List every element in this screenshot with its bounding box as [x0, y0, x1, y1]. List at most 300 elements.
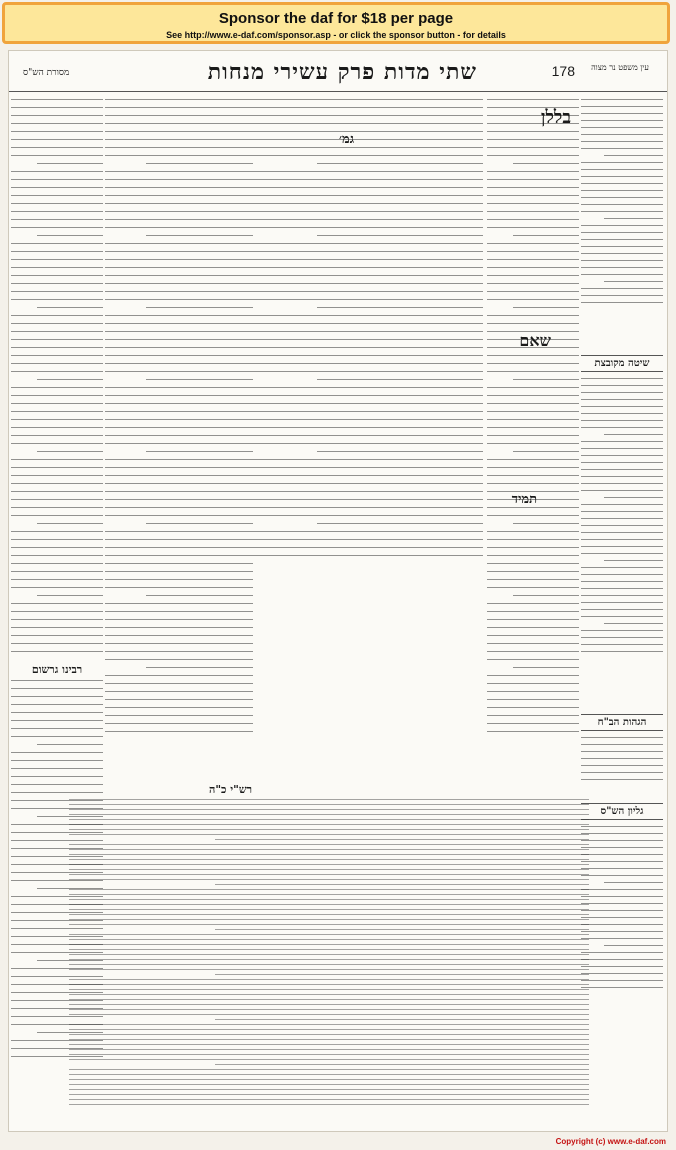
- text-line: [487, 251, 579, 252]
- text-line: [105, 531, 253, 532]
- text-line: [253, 339, 483, 340]
- text-line: [69, 989, 589, 990]
- text-line: [253, 491, 483, 492]
- text-line: [69, 914, 589, 915]
- text-line: [487, 187, 579, 188]
- text-line: [69, 889, 589, 890]
- text-line: [11, 635, 103, 636]
- text-line: [487, 315, 579, 316]
- text-line: [581, 546, 663, 547]
- text-line: [487, 387, 579, 388]
- text-line: [37, 379, 103, 380]
- text-line: [69, 924, 589, 925]
- text-line: [581, 141, 663, 142]
- text-line: [105, 443, 253, 444]
- text-line: [69, 869, 589, 870]
- text-line: [69, 849, 589, 850]
- text-line: [105, 355, 253, 356]
- text-line: [11, 539, 103, 540]
- text-line: [253, 547, 483, 548]
- text-line: [581, 917, 663, 918]
- text-line: [317, 307, 483, 308]
- text-line: [11, 752, 103, 753]
- text-line: [581, 651, 663, 652]
- rashi-column: [487, 99, 579, 739]
- text-line: [487, 707, 579, 708]
- text-line: [581, 861, 663, 862]
- text-line: [11, 768, 103, 769]
- text-line: [581, 553, 663, 554]
- sponsor-title[interactable]: Sponsor the daf for $18 per page: [218, 10, 454, 27]
- copyright-link[interactable]: Copyright (c) www.e-daf.com: [555, 1137, 666, 1146]
- text-line: [69, 829, 589, 830]
- text-line: [105, 331, 253, 332]
- text-line: [581, 532, 663, 533]
- text-line: [11, 688, 103, 689]
- text-line: [604, 882, 663, 883]
- text-line: [581, 847, 663, 848]
- gilyon-hashas-heading: גליון הש"ס: [581, 803, 663, 820]
- text-line: [487, 643, 579, 644]
- text-line: [11, 563, 103, 564]
- gemara-word-gemara: גמ׳: [339, 132, 354, 147]
- text-line: [487, 299, 579, 300]
- text-line: [253, 259, 483, 260]
- text-line: [215, 974, 589, 975]
- gemara-word-tamid: תמיד: [511, 492, 537, 507]
- text-line: [105, 587, 253, 588]
- text-line: [487, 283, 579, 284]
- text-line: [11, 696, 103, 697]
- text-line: [253, 323, 483, 324]
- text-line: [581, 602, 663, 603]
- text-line: [513, 307, 579, 308]
- text-line: [581, 462, 663, 463]
- text-line: [105, 147, 253, 148]
- text-line: [317, 523, 483, 524]
- text-line: [69, 1104, 589, 1105]
- text-line: [37, 163, 103, 164]
- text-line: [11, 387, 103, 388]
- text-line: [513, 163, 579, 164]
- text-line: [253, 275, 483, 276]
- text-line: [253, 419, 483, 420]
- text-line: [37, 307, 103, 308]
- text-line: [11, 760, 103, 761]
- text-line: [487, 619, 579, 620]
- text-line: [105, 579, 253, 580]
- right-margin: [581, 99, 663, 1119]
- text-line: [11, 131, 103, 132]
- text-line: [11, 411, 103, 412]
- text-line: [487, 211, 579, 212]
- text-line: [69, 904, 589, 905]
- text-line: [11, 443, 103, 444]
- text-line: [487, 203, 579, 204]
- text-line: [11, 776, 103, 777]
- text-line: [581, 938, 663, 939]
- text-line: [487, 507, 579, 508]
- text-line: [253, 363, 483, 364]
- text-line: [253, 531, 483, 532]
- text-line: [581, 518, 663, 519]
- text-line: [105, 427, 253, 428]
- text-line: [253, 555, 483, 556]
- text-line: [487, 483, 579, 484]
- text-line: [317, 451, 483, 452]
- text-line: [11, 483, 103, 484]
- text-line: [105, 171, 253, 172]
- text-line: [253, 243, 483, 244]
- text-line: [105, 419, 253, 420]
- text-line: [604, 281, 663, 282]
- text-line: [11, 107, 103, 108]
- gemara-opening-word: בללן: [540, 107, 571, 128]
- text-line: [146, 667, 253, 668]
- page-title: שתי מדות פרק עשירי מנחות: [207, 59, 477, 85]
- text-line: [581, 758, 663, 759]
- text-line: [581, 644, 663, 645]
- text-line: [69, 919, 589, 920]
- text-line: [581, 197, 663, 198]
- text-line: [105, 211, 253, 212]
- text-line: [253, 267, 483, 268]
- text-line: [581, 896, 663, 897]
- text-line: [581, 106, 663, 107]
- text-line: [253, 99, 483, 100]
- text-line: [487, 611, 579, 612]
- text-line: [11, 499, 103, 500]
- text-line: [11, 555, 103, 556]
- text-line: [69, 844, 589, 845]
- text-line: [146, 307, 253, 308]
- text-line: [11, 363, 103, 364]
- text-line: [581, 113, 663, 114]
- text-line: [253, 315, 483, 316]
- text-line: [11, 155, 103, 156]
- text-line: [581, 183, 663, 184]
- text-line: [11, 355, 103, 356]
- text-line: [487, 475, 579, 476]
- text-line: [69, 899, 589, 900]
- text-line: [105, 651, 253, 652]
- text-line: [11, 587, 103, 588]
- text-line: [105, 691, 253, 692]
- text-line: [105, 467, 253, 468]
- text-line: [11, 704, 103, 705]
- text-line: [487, 723, 579, 724]
- text-line: [105, 227, 253, 228]
- text-line: [487, 579, 579, 580]
- text-line: [69, 834, 589, 835]
- text-line: [69, 874, 589, 875]
- text-line: [581, 420, 663, 421]
- text-line: [146, 595, 253, 596]
- text-line: [69, 1029, 589, 1030]
- text-line: [69, 1089, 589, 1090]
- text-line: [11, 427, 103, 428]
- text-line: [581, 952, 663, 953]
- text-line: [581, 595, 663, 596]
- text-line: [581, 581, 663, 582]
- text-line: [253, 347, 483, 348]
- text-line: [581, 260, 663, 261]
- rabbeinu-gershom-heading: רבינו גרשום: [31, 663, 83, 676]
- text-line: [487, 155, 579, 156]
- text-line: [487, 699, 579, 700]
- text-line: [11, 395, 103, 396]
- text-line: [253, 195, 483, 196]
- text-line: [253, 299, 483, 300]
- text-line: [11, 784, 103, 785]
- text-line: [105, 403, 253, 404]
- text-line: [317, 235, 483, 236]
- text-line: [146, 523, 253, 524]
- text-line: [581, 239, 663, 240]
- text-line: [253, 371, 483, 372]
- text-line: [105, 387, 253, 388]
- text-line: [581, 441, 663, 442]
- text-line: [253, 179, 483, 180]
- text-line: [487, 435, 579, 436]
- text-line: [105, 195, 253, 196]
- text-line: [487, 627, 579, 628]
- text-line: [105, 723, 253, 724]
- text-line: [604, 497, 663, 498]
- text-line: [105, 315, 253, 316]
- text-line: [487, 395, 579, 396]
- text-line: [253, 291, 483, 292]
- text-line: [487, 515, 579, 516]
- text-line: [11, 147, 103, 148]
- page-number: 178: [551, 63, 575, 79]
- text-line: [253, 331, 483, 332]
- text-line: [487, 267, 579, 268]
- text-line: [513, 523, 579, 524]
- text-line: [253, 211, 483, 212]
- text-line: [37, 451, 103, 452]
- text-line: [11, 736, 103, 737]
- text-line: [11, 139, 103, 140]
- text-line: [487, 603, 579, 604]
- text-line: [11, 603, 103, 604]
- text-line: [487, 731, 579, 732]
- text-line: [487, 563, 579, 564]
- text-line: [69, 939, 589, 940]
- text-line: [11, 611, 103, 612]
- text-line: [581, 120, 663, 121]
- text-line: [105, 627, 253, 628]
- text-line: [69, 994, 589, 995]
- text-line: [69, 819, 589, 820]
- text-line: [581, 476, 663, 477]
- text-line: [487, 539, 579, 540]
- text-line: [581, 176, 663, 177]
- text-line: [105, 347, 253, 348]
- text-line: [69, 979, 589, 980]
- text-line: [105, 459, 253, 460]
- text-line: [69, 804, 589, 805]
- hagahot-text: [581, 737, 663, 797]
- text-line: [513, 595, 579, 596]
- text-line: [604, 155, 663, 156]
- text-line: [105, 491, 253, 492]
- gemara-word-shaam: שאם: [519, 331, 551, 350]
- text-line: [105, 707, 253, 708]
- text-line: [487, 547, 579, 548]
- text-line: [581, 427, 663, 428]
- text-line: [581, 504, 663, 505]
- text-line: [581, 779, 663, 780]
- text-line: [69, 909, 589, 910]
- text-line: [581, 765, 663, 766]
- text-line: [317, 163, 483, 164]
- shita-mekubetzet-heading: שיטה מקובצת: [581, 355, 663, 372]
- text-line: [105, 515, 253, 516]
- hagahot-habach-heading: הגהות הב"ח: [581, 714, 663, 731]
- text-line: [604, 218, 663, 219]
- text-line: [11, 547, 103, 548]
- text-line: [581, 910, 663, 911]
- text-line: [11, 291, 103, 292]
- text-line: [105, 643, 253, 644]
- text-line: [11, 259, 103, 260]
- text-line: [253, 203, 483, 204]
- text-line: [37, 235, 103, 236]
- text-line: [11, 720, 103, 721]
- text-line: [11, 275, 103, 276]
- text-line: [253, 171, 483, 172]
- text-line: [487, 195, 579, 196]
- text-line: [581, 211, 663, 212]
- text-line: [105, 411, 253, 412]
- text-line: [69, 964, 589, 965]
- text-line: [581, 959, 663, 960]
- text-line: [146, 163, 253, 164]
- text-line: [487, 419, 579, 420]
- text-line: [581, 190, 663, 191]
- text-line: [105, 699, 253, 700]
- text-line: [11, 315, 103, 316]
- text-line: [69, 959, 589, 960]
- text-line: [105, 483, 253, 484]
- text-line: [581, 399, 663, 400]
- text-line: [11, 323, 103, 324]
- text-line: [105, 363, 253, 364]
- text-line: [581, 288, 663, 289]
- text-line: [604, 623, 663, 624]
- text-line: [487, 219, 579, 220]
- text-line: [11, 211, 103, 212]
- text-line: [69, 1009, 589, 1010]
- text-line: [11, 267, 103, 268]
- text-line: [215, 929, 589, 930]
- text-line: [215, 884, 589, 885]
- text-line: [253, 499, 483, 500]
- text-line: [581, 751, 663, 752]
- text-line: [69, 1004, 589, 1005]
- text-line: [11, 515, 103, 516]
- text-line: [581, 483, 663, 484]
- text-line: [69, 894, 589, 895]
- text-line: [105, 547, 253, 548]
- text-line: [487, 443, 579, 444]
- text-line: [11, 643, 103, 644]
- text-line: [253, 435, 483, 436]
- text-line: [487, 131, 579, 132]
- text-line: [11, 627, 103, 628]
- text-line: [69, 824, 589, 825]
- text-line: [581, 295, 663, 296]
- text-line: [487, 571, 579, 572]
- text-line: [11, 115, 103, 116]
- text-line: [69, 934, 589, 935]
- text-line: [11, 459, 103, 460]
- text-line: [604, 945, 663, 946]
- text-line: [11, 571, 103, 572]
- text-line: [317, 379, 483, 380]
- text-line: [513, 667, 579, 668]
- text-line: [581, 378, 663, 379]
- text-line: [105, 619, 253, 620]
- text-line: [69, 864, 589, 865]
- gilyon-text: [581, 826, 663, 1026]
- text-line: [146, 235, 253, 236]
- text-line: [11, 283, 103, 284]
- text-line: [581, 875, 663, 876]
- text-line: [105, 603, 253, 604]
- text-line: [105, 139, 253, 140]
- sponsor-banner[interactable]: [2, 2, 670, 44]
- text-line: [105, 187, 253, 188]
- text-line: [11, 243, 103, 244]
- text-line: [11, 251, 103, 252]
- text-line: [581, 267, 663, 268]
- text-line: [581, 232, 663, 233]
- text-line: [253, 187, 483, 188]
- text-line: [105, 611, 253, 612]
- text-line: [105, 251, 253, 252]
- text-line: [581, 772, 663, 773]
- text-line: [604, 560, 663, 561]
- text-line: [581, 246, 663, 247]
- text-line: [215, 839, 589, 840]
- text-line: [487, 227, 579, 228]
- text-line: [487, 291, 579, 292]
- text-line: [253, 139, 483, 140]
- text-line: [581, 616, 663, 617]
- tosafot-column: [105, 99, 253, 739]
- text-line: [105, 539, 253, 540]
- text-line: [215, 1064, 589, 1065]
- text-line: [253, 219, 483, 220]
- text-line: [69, 1074, 589, 1075]
- text-line: [253, 147, 483, 148]
- text-line: [253, 507, 483, 508]
- text-line: [581, 987, 663, 988]
- text-line: [487, 139, 579, 140]
- text-line: [105, 675, 253, 676]
- sponsor-subtitle[interactable]: See http://www.e-daf.com/sponsor.asp - or click the sponsor button - for details: [166, 30, 506, 40]
- text-line: [581, 302, 663, 303]
- text-line: [487, 635, 579, 636]
- talmud-page: [8, 50, 668, 1132]
- text-line: [105, 395, 253, 396]
- text-line: [581, 966, 663, 967]
- text-line: [581, 744, 663, 745]
- text-line: [105, 131, 253, 132]
- rashi-heading: רש"י כ"ה: [209, 783, 253, 796]
